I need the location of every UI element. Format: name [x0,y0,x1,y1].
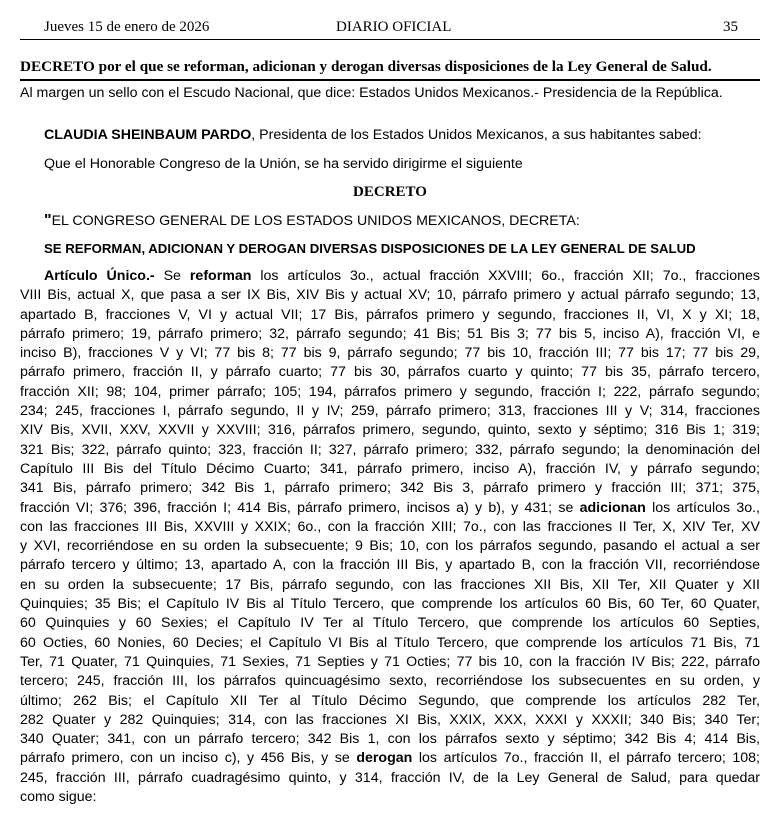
article-text: 234; 245, fracciones I, párrafo segundo, II y IV; 259, párrafo primero; 313, fracciones III y V; 314, fracciones [20,403,760,420]
article-body [20,267,760,817]
congress-line: Que el Honorable Congreso de la Unión, se ha servido dirigirme el siguiente [44,156,523,172]
article-bold-term: Artículo Único.- [44,268,155,284]
article-line [20,537,760,556]
article-line [20,402,760,421]
article-text: Ter, 71 Quater, 71 Quinquies, 71 Sexies, 71 Septies y 71 Octies; 77 bis 10, con la fracción IV Bis; 222, párrafo [20,653,760,670]
congress-decree-text: EL CONGRESO GENERAL DE LOS ESTADOS UNIDOS MEXICANOS, DECRETA: [51,213,580,229]
article-line [20,306,760,325]
article-text: apartado B, fracciones V, VI y actual VII; 17 Bis, párrafos primero y segundo, fracciones II, VI, X y XI; 18, [20,306,760,323]
article-text: XIV Bis, XVII, XXV, XXVII y XXVIII; 316, párrafos primero, segundo, quinto, sexto y séptimo; 316 Bis 1; 319; [20,422,760,439]
article-text: 340 Quater; 341, con un párrafo tercero; 342 Bis 1, con los párrafos sexto y séptimo; 342 Bis 4; 414 Bis, [20,731,760,748]
article-line [20,672,760,691]
article-line [20,363,760,382]
article-line [20,286,760,305]
article-text: 341 Bis, párrafo primero; 342 Bis 1, párrafo primero; 342 Bis 3, párrafo primero y fracción III; 371; 375, [20,480,760,497]
article-text: párrafo primero, con un inciso c), y 456 Bis, y se [20,750,357,767]
reform-heading: SE REFORMAN, ADICIONAN Y DEROGAN DIVERSAS DISPOSICIONES DE LA LEY GENERAL DE SALUD [44,241,696,256]
article-text: 245, fracción III, párrafo cuadragésimo quinto, y 314, fracción IV, de la Ley General de Salud, para quedar [20,769,760,786]
article-text: Quinquies; 35 Bis; el Capítulo IV Bis al Título Tercero, que comprende los artículos 60 Bis, 60 Ter, 60 Quater, [20,596,760,613]
article-line [20,614,760,633]
president-paragraph [44,127,760,143]
article-text: los artículos 7o., fracción II, el párrafo tercero; 108; [412,750,760,767]
article-text: párrafo tercero y último; 13, apartado A, con la fracción III Bis, y apartado B, con la fracción VII, recorriéndose [20,557,760,574]
president-text: , Presidenta de los Estados Unidos Mexicanos, a sus habitantes sabed: [251,127,702,143]
article-text: inciso B), fracciones V y VI; 77 bis 8; 77 bis 9, párrafo segundo; 77 bis 10, fracción III; 77 bis 17; 77 bis 29, [20,345,760,362]
article-text: tercero; 245, fracción III, los párrafos quincuagésimo sexto, recorriéndose los subsecuentes en su orden, y [20,673,760,690]
seal-paragraph: Al margen un sello con el Escudo Nacional, que dice: Estados Unidos Mexicanos.- Presidencia de la República. [20,85,723,101]
article-line [20,267,760,286]
congress-decree [44,212,760,230]
article-line [20,499,760,518]
article-text: los artículos 3o., actual fracción XXVIII; 6o., fracción XII; 7o., fracciones [251,268,760,284]
article-text: en su orden la subsecuente; 17 Bis, párrafo segundo, con las fracciones XII Bis, XII Ter, XII Quater y XII [20,576,760,593]
article-line [20,692,760,711]
decreto-heading: DECRETO [353,184,427,200]
article-line [20,769,760,788]
article-line [20,788,760,807]
article-bold-term: reforman [189,268,252,284]
article-text: y XVI, recorriéndose en su orden la subsecuente; 9 Bis; 10, con los párrafos segundo, pasando el actual a ser [20,538,760,555]
page-header [44,19,738,39]
article-text: fracción XII; 98; 104, primer párrafo; 105; 194, párrafos primero y segundo, fracción I; 222, párrafo segundo; [20,383,760,400]
header-date: Jueves 15 de enero de 2026 [44,19,210,35]
article-text: 321 Bis; 322, párrafo quinto; 323, fracción II; 327, párrafo primero; 332, párrafo segundo; la denominación del [20,441,760,458]
article-line [20,421,760,440]
article-text: 60 Quinquies y 60 Sexies; el Capítulo IV Ter al Título Tercero, que comprende los artículos 60 Septies, [20,615,760,632]
header-rule [20,39,760,40]
article-text: párrafo primero, fracción II, y párrafo cuarto; 77 bis 30, párrafos cuarto y quinto; 77 bis 35, párrafo tercero, [20,364,760,381]
article-text: párrafo primero; 19, párrafo primero; 32, párrafo segundo; 41 Bis; 51 Bis 3; 77 bis 5, inciso A), fracción VI, e [20,325,760,342]
article-line [20,344,760,363]
article-line [20,518,760,537]
decree-title: DECRETO por el que se reforman, adicionan y derogan diversas disposiciones de la Ley General de Salud. [20,58,712,75]
article-text: último; 262 Bis; el Capítulo XII Ter al Título Décimo Segundo, que comprende los artículos 282 Ter, [20,692,760,709]
opening-quote: " [44,212,52,229]
article-line [20,479,760,498]
article-line [20,595,760,614]
article-line [20,383,760,402]
article-line [20,749,760,768]
article-line [20,711,760,730]
article-line [20,730,760,749]
article-text: los artículos 3o., [645,499,760,516]
article-text: fracción VI; 376; 396, fracción I; 414 Bis, párrafo primero, incisos a) y b), y 431; se [20,499,580,516]
article-text: con las fracciones III Bis, XXVIII y XXIX; 6o., con la fracción XIII; 7o., con las fracciones II Ter, X, XIV Ter, XV [20,518,760,535]
article-bold-term: derogan [356,750,413,767]
article-line [20,441,760,460]
article-bold-term: adicionan [579,499,646,516]
article-text: 60 Octies, 60 Nonies, 60 Decies; el Capítulo VI Bis al Título Tercero, que comprende los artículos 71 Bis, 71 [20,634,760,651]
article-line [20,325,760,344]
article-text: VIII Bis, actual X, que pasa a ser IX Bis, XIV Bis y actual XV; 10, párrafo primero y actual párrafo segundo; 13, [20,287,760,304]
article-text: como sigue: [20,789,97,806]
article-line [20,576,760,595]
article-text: 282 Quater y 282 Quinquies; 314, con las fracciones XI Bis, XXIX, XXX, XXXI y XXXII; 340 Bis; 340 Ter; [20,711,760,728]
article-text: Se [154,268,190,284]
article-line [20,634,760,653]
article-line [20,653,760,672]
article-line [20,460,760,479]
article-text: Capítulo III Bis del Título Décimo Cuarto; 341, párrafo primero, inciso A), fracción IV, y párrafo segundo; [20,460,760,477]
president-name: CLAUDIA SHEINBAUM PARDO [44,127,252,143]
header-publication: DIARIO OFICIAL [336,19,452,35]
title-rule [20,79,760,81]
header-page-number: 35 [723,19,738,35]
article-line [20,556,760,575]
